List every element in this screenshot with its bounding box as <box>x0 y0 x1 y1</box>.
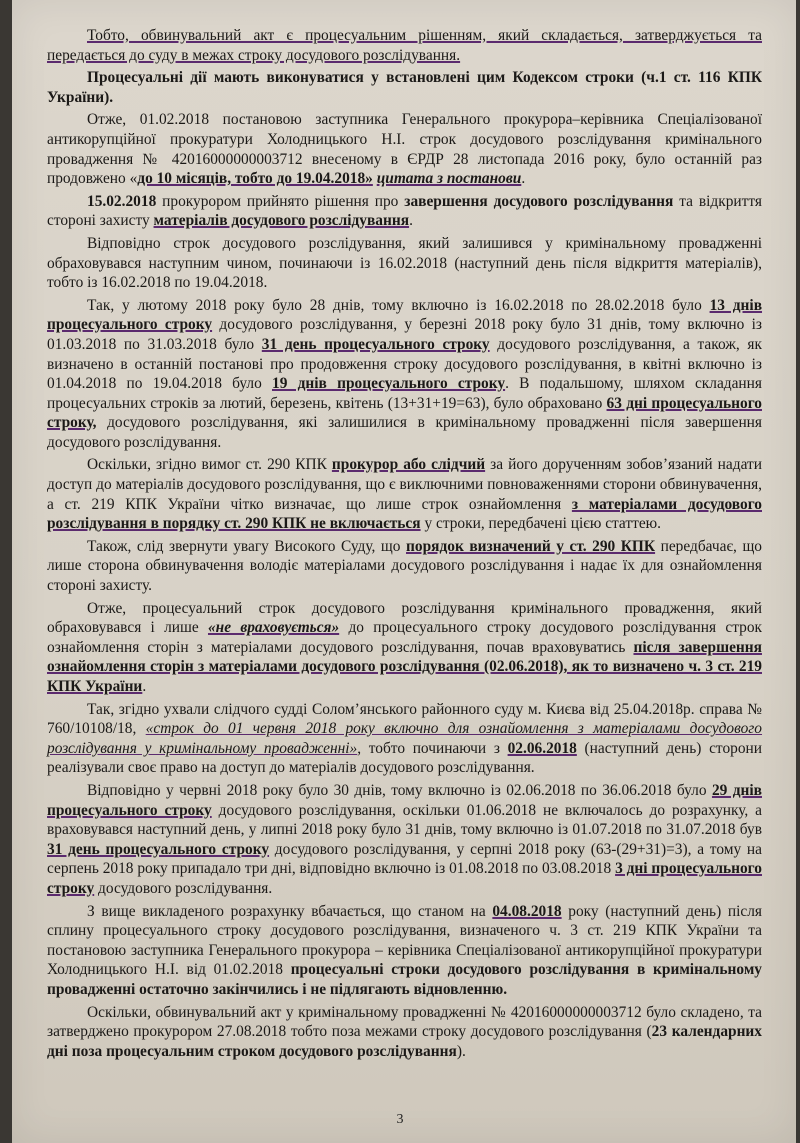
text-segment: «не враховується» <box>207 619 340 637</box>
paragraph-3 <box>47 110 762 188</box>
text-segment: досудового розслідування, оскільки 01.06.2018 не включалось до розрахунку, а враховувався наступний день, у липні 2018 року було 31 днів, тому включно із 01.07.2018 по 31.07.2018 був <box>47 801 763 839</box>
text-segment: . <box>142 678 147 695</box>
text-segment: Оскільки, згідно вимог ст. 290 КПК <box>87 456 332 474</box>
paragraph-13 <box>47 1003 762 1062</box>
text-segment: матеріалів досудового розслідування <box>153 212 410 230</box>
text-segment: Оскільки, обвинувальний акт у кримінальному провадженні № 42016000000003712 було складено, та затверджено прокурором 27.08.2018 тобто поза межами строку досудового розслідування ( <box>47 1003 762 1041</box>
text-segment: порядок визначений у ст. 290 КПК <box>406 537 656 555</box>
paragraph-8 <box>47 537 762 596</box>
text-segment: року (наступний день) після сплину процесуального строку досудового розслідування, визначеного ч. 3 ст. 219 КПК України та постановою заступника Генерального прокурора – керівника Спеціалізованої антикорупційної прокуратури Холодницького Н.І. від 01.02.2018 <box>47 902 762 979</box>
paragraph-1 <box>47 26 762 65</box>
text-segment: «строк до 01 червня 2018 року включно для ознайомлення з матеріалами досудового розслідування у кримінальному провадженні» <box>47 720 763 757</box>
text-segment: досудового розслідування. <box>94 879 273 897</box>
text-segment: прокурор або слідчий <box>331 456 486 474</box>
text-segment: З вище викладеного розрахунку вбачається, що станом на <box>87 902 493 920</box>
text-segment: 19 днів процесуального строку <box>272 375 506 393</box>
paragraph-6 <box>47 296 762 453</box>
text-segment: за його дорученням зобов’язаний надати доступ до матеріалів досудового розслідування, що є виключними повноваженнями сторони обвинувачення, а ст. 219 КПК України чітко визначає, що лише строк ознайомлення <box>47 456 762 513</box>
text-segment: 23 календарних дні поза процесуальним строком досудового розслідування <box>47 1023 762 1060</box>
text-segment: цитата з постанови <box>376 170 522 188</box>
paragraph-2 <box>47 68 762 107</box>
text-segment: у строки, передбачені цією статтею. <box>420 515 661 533</box>
text-segment: 13 днів процесуального строку <box>47 296 763 334</box>
text-segment: процесуальні строки досудового розслідування в кримінальному провадженні остаточно закінчились і не підлягають відновленню. <box>47 961 762 998</box>
text-segment: до процесуального строку досудового розслідування строк ознайомлення сторін з матеріалами досудового розслідування, почав враховуватись <box>47 619 762 656</box>
text-segment: 3 дні процесуального строку <box>47 860 762 897</box>
text-segment: 31 день процесуального строку <box>261 335 490 353</box>
paragraph-9 <box>47 599 762 697</box>
text-segment: Так, згідно ухвали слідчого судді Солом’янського районного суду м. Києва від 25.04.2018р. справа № 760/10108/18, <box>47 700 762 738</box>
text-segment: досудового розслідування, у серпні 2018 року (63-(29+31)=3), а тому на серпень 2018 року припадало три дні, відповідно включно із 01.08.2018 по 03.08.2018 <box>47 840 762 878</box>
text-segment: Також, слід звернути увагу Високого Суду, що <box>87 537 407 555</box>
text-segment: передбачає, що лише сторона обвинувачення володіє матеріалами досудового розслідування і надає їх для ознайомлення стороні захисту. <box>47 537 762 595</box>
text-segment: , тобто починаючи з <box>357 739 508 757</box>
text-segment: 04.08.2018 <box>492 902 562 920</box>
text-segment: досудового розслідування, а також, як визначено в останній постанові про продовження строку досудового розслідування, в квітні включно із 01.04.2018 по 19.04.2018 було <box>47 335 762 393</box>
paragraph-12 <box>47 902 762 1000</box>
text-segment: 63 дні процесуального строку, <box>47 394 762 432</box>
document-body <box>47 26 762 1061</box>
paragraph-5 <box>47 234 762 293</box>
text-segment: Так, у лютому 2018 року було 28 днів, тому включно із 16.02.2018 по 28.02.2018 було <box>87 296 710 314</box>
text-segment: Отже, процесуальний строк досудового розслідування кримінального провадження, який обраховувався і лише <box>47 599 762 637</box>
paragraph-10 <box>47 700 762 778</box>
text-segment: Отже, 01.02.2018 постановою заступника Генерального прокурора–керівника Спеціалізованої антикорупційної прокуратури Холодницького Н.І. строк досудового розслідування кримінального провадження № 42016000000003712 внесеному в ЄРДР 28 листопада 2016 року, було останній раз продовжено « <box>47 111 762 188</box>
text-segment: 02.06.2018 <box>507 739 577 757</box>
text-segment: Тобто, обвинувальний акт є процесуальним рішенням, який складається, затверджується та передається до суду в межах строку досудового розслідування. <box>47 27 762 64</box>
page-number: 3 <box>396 1112 404 1127</box>
text-segment: прокурором прийнято рішення про <box>156 192 405 210</box>
text-segment: до 10 місяців, тобто до 19.04.2018» <box>137 170 373 188</box>
text-segment: 15.02.2018 <box>87 192 157 210</box>
text-segment: з матеріалами досудового розслідування в порядку ст. 290 КПК не включається <box>47 495 762 533</box>
text-segment: . В подальшому, шляхом складання процесуальних строків за лютий, березень, квітень (13+31+19=63), було обраховано <box>47 375 762 412</box>
text-segment: ). <box>456 1042 466 1060</box>
text-segment: . <box>521 170 526 188</box>
paragraph-11 <box>47 781 762 899</box>
text-segment: завершення досудового розслідування <box>404 192 674 210</box>
text-segment: . <box>409 212 413 230</box>
text-segment: Процесуальні дії мають виконуватися у встановлені цим Кодексом строки (ч.1 ст. 116 КПК України). <box>47 69 762 106</box>
text-segment: та відкриття стороні захисту <box>47 192 762 230</box>
text-segment: досудового розслідування, які залишилися в кримінальному провадженні після завершення досудового розслідування. <box>47 414 762 451</box>
text-segment: досудового розслідування, у березні 2018 року було 31 днів, тому включно із 01.03.2018 по 31.03.2018 було <box>47 316 762 353</box>
text-segment: Відповідно у червні 2018 року було 30 днів, тому включно із 02.06.2018 по 36.06.2018 було <box>87 781 712 799</box>
text-segment: 31 день процесуального строку <box>47 840 270 858</box>
text-segment: 29 днів процесуального строку <box>47 781 762 819</box>
paragraph-7 <box>47 455 762 533</box>
text-segment: Відповідно строк досудового розслідування, який залишився у кримінальному провадженні обраховувався наступним чином, починаючи із 16.02.2018 (наступний день після відкриття матеріалів), тобто із 16.02.2018 по 19.04.2018. <box>47 234 762 292</box>
text-segment: після завершення ознайомлення сторін з матеріалами досудового розслідування (02.06.2018), як то визначено ч. 3 ст. 219 КПК України <box>47 638 762 695</box>
paragraph-4 <box>47 192 762 231</box>
text-segment: (наступний день) сторони реалізували своє право на доступ до матеріалів досудового розслідування. <box>47 739 763 777</box>
